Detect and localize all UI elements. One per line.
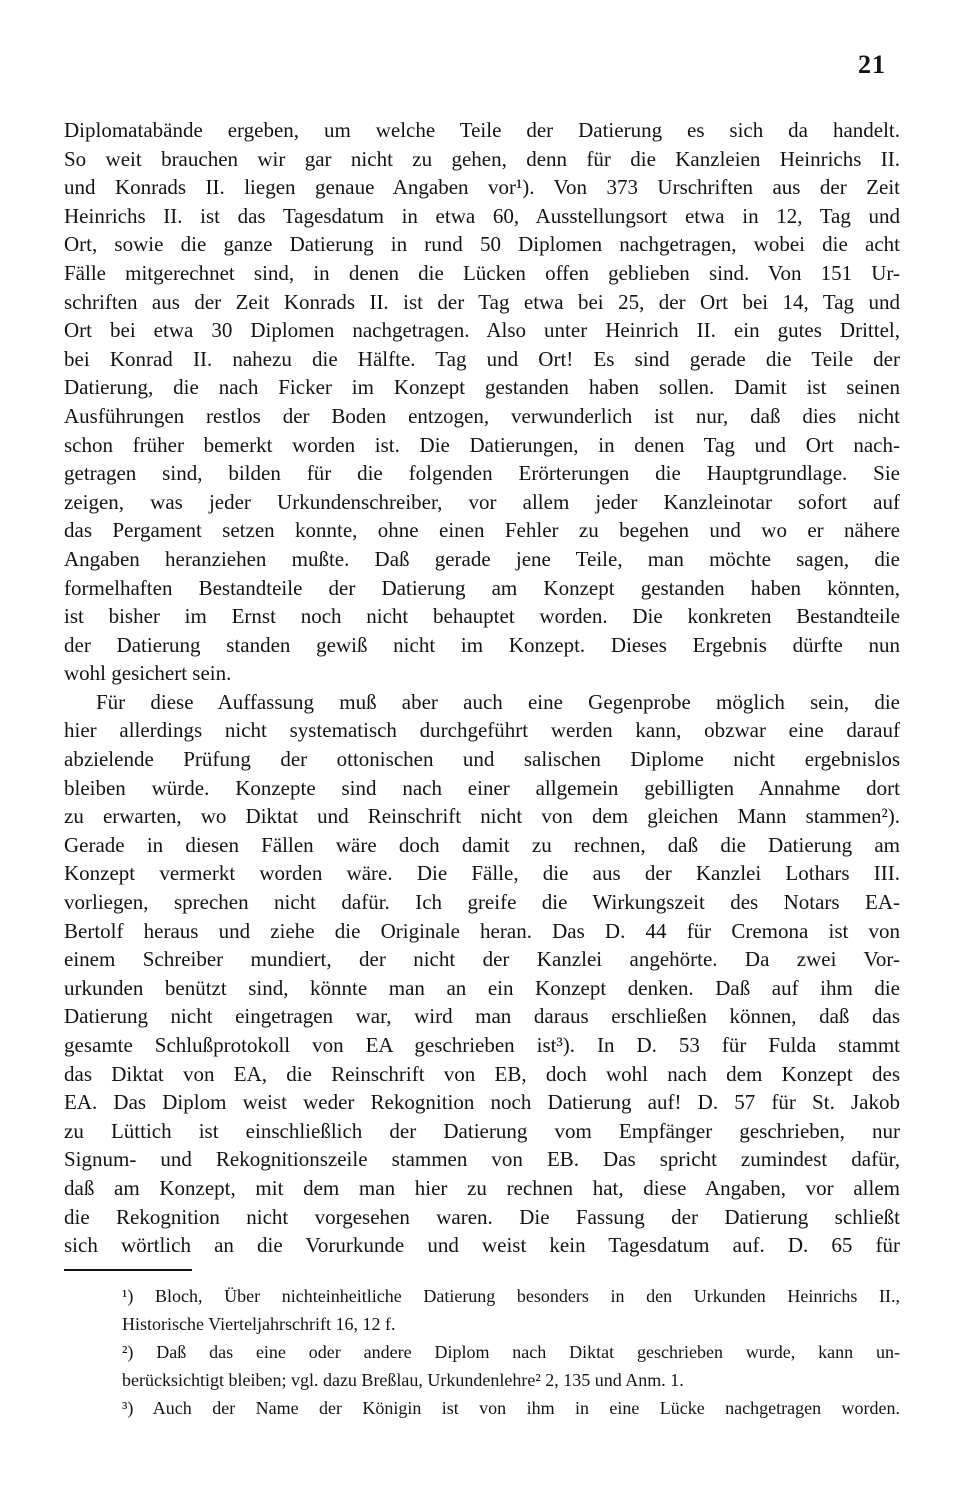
text-line: ³) Auch der Name der Königin ist von ihm in eine Lücke nachgetragen worden. (122, 1397, 900, 1418)
footnote (64, 1394, 900, 1422)
text-line: Ort, sowie die ganze Datierung in rund 50 Diplomen nachgetragen, wobei die acht (64, 232, 900, 257)
text-line: urkunden benützt sind, könnte man an ein Konzept denken. Daß auf ihm die (64, 975, 900, 1000)
text-line: Datierung, die nach Ficker im Konzept gestanden haben sollen. Damit ist seinen (64, 375, 900, 400)
text-line: die Rekognition nicht vorgesehen waren. Die Fassung der Datierung schließt (64, 1204, 900, 1229)
text-line: ²) Daß das eine oder andere Diplom nach Diktat geschrieben wurde, kann un- (122, 1341, 900, 1362)
text-line: gesamte Schlußprotokoll von EA geschrieben ist³). In D. 53 für Fulda stammt (64, 1033, 900, 1057)
text-line: Für diese Auffassung muß aber auch eine Gegenprobe möglich sein, die (96, 689, 900, 714)
text-line: bei Konrad II. nahezu die Hälfte. Tag und Ort! Es sind gerade die Teile der (64, 346, 900, 371)
text-line: berücksichtigt bleiben; vgl. dazu Breßlau, Urkundenlehre² 2, 135 und Anm. 1. (122, 1369, 684, 1390)
text-line: formelhaften Bestandteile der Datierung am Konzept gestanden haben könnten, (64, 575, 900, 600)
text-line: wohl gesichert sein. (64, 661, 232, 686)
footnote (64, 1282, 900, 1338)
text-line: zu erwarten, wo Diktat und Reinschrift nicht von dem gleichen Mann stammen²). (64, 804, 900, 829)
text-line: Ausführungen restlos der Boden entzogen, verwunderlich ist nur, daß dies nicht (64, 403, 900, 428)
text-line: Angaben heranziehen mußte. Daß gerade jene Teile, man möchte sagen, die (64, 546, 900, 571)
text-line: bleiben würde. Konzepte sind nach einer allgemein gebilligten Annahme dort (64, 775, 900, 800)
text-line: das Pergament setzen konnte, ohne einen Fehler zu begehen und wo er nähere (64, 518, 900, 543)
text-line: Datierung nicht eingetragen war, wird man daraus erschließen können, daß das (64, 1004, 900, 1029)
text-line: So weit brauchen wir gar nicht zu gehen, denn für die Kanzleien Heinrichs II. (64, 146, 900, 171)
text-line: und Konrads II. liegen genaue Angaben vor¹). Von 373 Urschriften aus der Zeit (64, 175, 900, 200)
text-line: ¹) Bloch, Über nichteinheitliche Datierung besonders in den Urkunden Heinrichs II., (122, 1285, 900, 1306)
page-number: 21 (858, 50, 886, 79)
footnote-rule (64, 1269, 192, 1271)
text-line: schon früher bemerkt worden ist. Die Datierungen, in denen Tag und Ort nach- (64, 432, 900, 457)
text-line: Ort bei etwa 30 Diplomen nachgetragen. Also unter Heinrich II. ein gutes Drittel, (64, 318, 900, 343)
text-line: der Datierung standen gewiß nicht im Konzept. Dieses Ergebnis dürfte nun (64, 632, 900, 657)
text-line: Fälle mitgerechnet sind, in denen die Lücken offen geblieben sind. Von 151 Ur- (64, 260, 900, 285)
text-line: EA. Das Diplom weist weder Rekognition noch Datierung auf! D. 57 für St. Jakob (64, 1090, 900, 1115)
text-line: schriften aus der Zeit Konrads II. ist der Tag etwa bei 25, der Ort bei 14, Tag und (64, 289, 900, 314)
text-line: das Diktat von EA, die Reinschrift von EB, doch wohl nach dem Konzept des (64, 1061, 900, 1086)
text-line: Heinrichs II. ist das Tagesdatum in etwa 60, Ausstellungsort etwa in 12, Tag und (64, 203, 900, 228)
text-line: abzielende Prüfung der ottonischen und salischen Diplome nicht ergebnislos (64, 747, 900, 772)
text-line: Diplomatabände ergeben, um welche Teile der Datierung es sich da handelt. (64, 118, 900, 142)
text-line: sich wörtlich an die Vorurkunde und weist kein Tagesdatum auf. D. 65 für (64, 1233, 900, 1258)
text-line: daß am Konzept, mit dem man hier zu rechnen hat, diese Angaben, vor allem (64, 1175, 900, 1200)
text-line: ist bisher im Ernst noch nicht behauptet worden. Die konkreten Bestandteile (64, 604, 900, 629)
text-line: Bertolf heraus und ziehe die Originale heran. Das D. 44 für Cremona ist von (64, 918, 900, 943)
text-line: einem Schreiber mundiert, der nicht der Kanzlei angehörte. Da zwei Vor- (64, 947, 900, 972)
paragraph (64, 116, 900, 688)
footnote (64, 1338, 900, 1394)
text-line: zu Lüttich ist einschließlich der Datierung vom Empfänger geschrieben, nur (64, 1118, 900, 1143)
text-line: Gerade in diesen Fällen wäre doch damit zu rechnen, daß die Datierung am (64, 832, 900, 857)
text-line: Signum- und Rekognitionszeile stammen von EB. Das spricht zumindest dafür, (64, 1147, 900, 1172)
footnotes-list (64, 1282, 900, 1422)
text-line: Konzept vermerkt worden wäre. Die Fälle, die aus der Kanzlei Lothars III. (64, 861, 900, 886)
text-line: getragen sind, bilden für die folgenden Erörterungen die Hauptgrundlage. Sie (64, 461, 900, 486)
body-text (64, 116, 900, 1260)
text-line: vorliegen, sprechen nicht dafür. Ich greife die Wirkungszeit des Notars EA- (64, 890, 900, 915)
text-line: Historische Vierteljahrschrift 16, 12 f. (122, 1313, 396, 1334)
paragraph (64, 688, 900, 1260)
text-line: zeigen, was jeder Urkundenschreiber, vor allem jeder Kanzleinotar sofort auf (64, 489, 900, 514)
text-line: hier allerdings nicht systematisch durchgeführt werden kann, obzwar eine darauf (64, 718, 900, 743)
